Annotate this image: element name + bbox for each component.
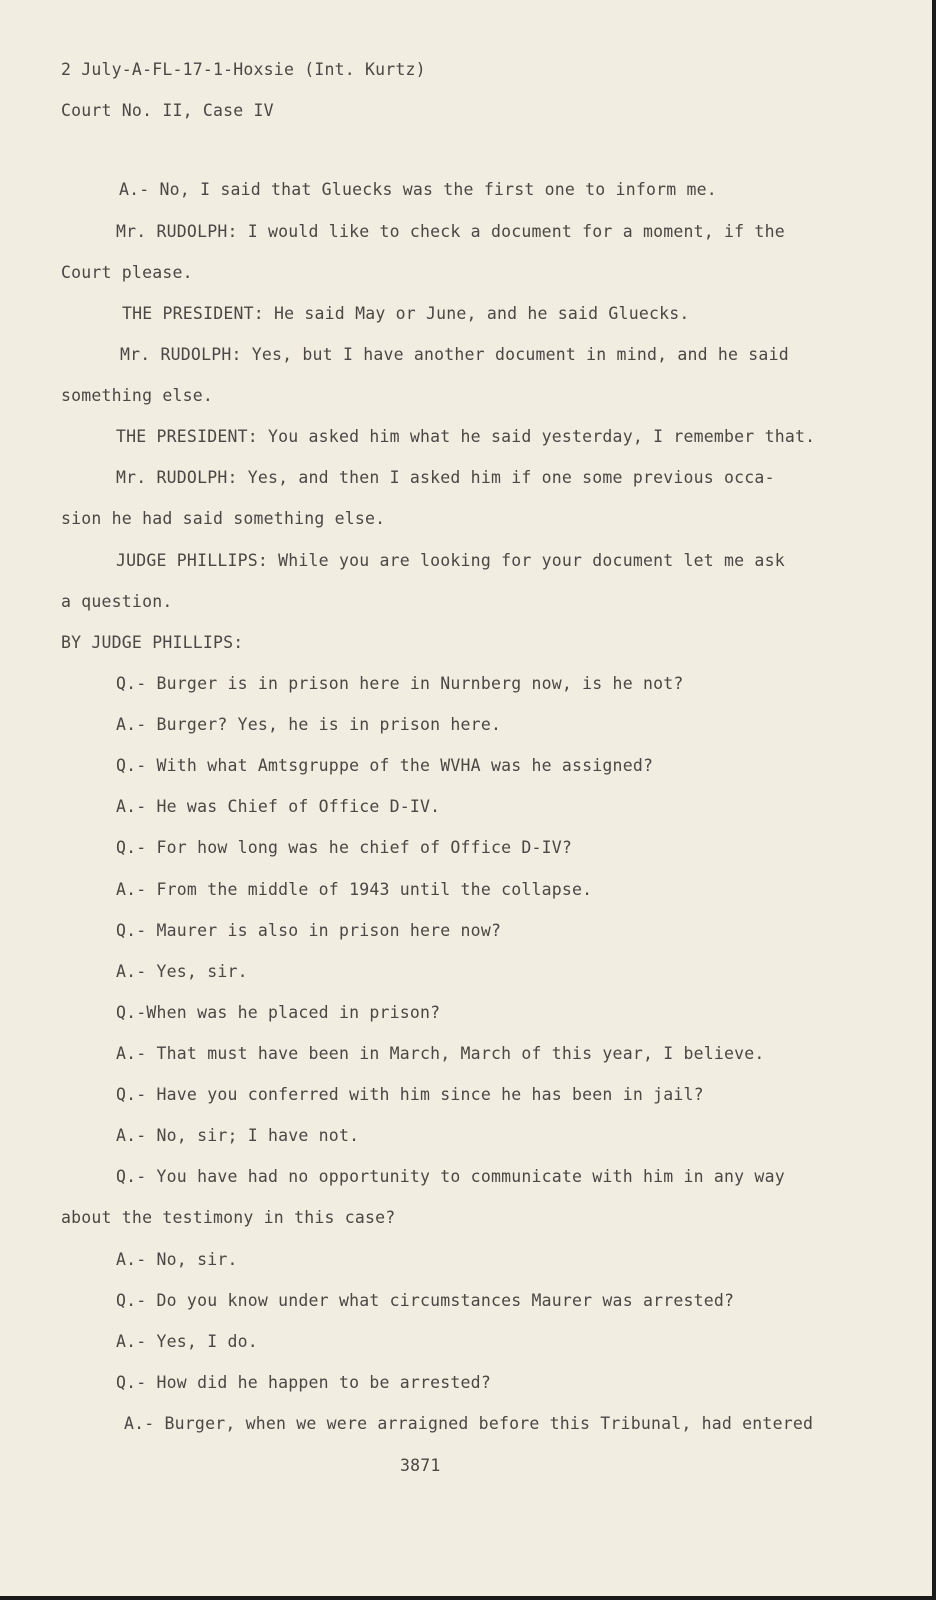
- transcript-line: A.- No, sir.: [116, 1250, 238, 1269]
- transcript-line: something else.: [61, 386, 214, 405]
- transcript-line: Q.- Burger is in prison here in Nurnberg now, is he not?: [116, 674, 684, 693]
- transcript-line: Q.- How did he happen to be arrested?: [116, 1373, 491, 1392]
- transcript-line: Q.- With what Amtsgruppe of the WVHA was he assigned?: [116, 756, 654, 775]
- transcript-line: Court please.: [61, 263, 193, 282]
- transcript-line: sion he had said something else.: [61, 509, 386, 528]
- transcript-line: Q.- Maurer is also in prison here now?: [116, 921, 502, 940]
- transcript-line: a question.: [61, 592, 173, 611]
- transcript-line: A.- Burger, when we were arraigned before this Tribunal, had entered: [124, 1414, 814, 1433]
- transcript-line: THE PRESIDENT: He said May or June, and he said Gluecks.: [122, 304, 690, 323]
- transcript-line: Q.- Have you conferred with him since he has been in jail?: [116, 1085, 704, 1104]
- transcript-line: Q.-When was he placed in prison?: [116, 1003, 441, 1022]
- transcript-line: A.- No, sir; I have not.: [116, 1126, 360, 1145]
- transcript-line: A.- Burger? Yes, he is in prison here.: [116, 715, 502, 734]
- transcript-line: A.- He was Chief of Office D-IV.: [116, 797, 441, 816]
- transcript-line: A.- From the middle of 1943 until the collapse.: [116, 880, 593, 899]
- transcript-line: Q.- Do you know under what circumstances Maurer was arrested?: [116, 1291, 735, 1310]
- header-line-2: Court No. II, Case IV: [61, 101, 274, 120]
- transcript-line: A.- No, I said that Gluecks was the first one to inform me.: [119, 180, 717, 199]
- transcript-line: A.- That must have been in March, March of this year, I believe.: [116, 1044, 765, 1063]
- transcript-line: Mr. RUDOLPH: Yes, and then I asked him if one some previous occa-: [116, 468, 775, 487]
- page-number: 3871: [400, 1456, 441, 1475]
- transcript-line: JUDGE PHILLIPS: While you are looking for your document let me ask: [116, 551, 785, 570]
- transcript-line: Q.- You have had no opportunity to communicate with him in any way: [116, 1167, 785, 1186]
- transcript-line: A.- Yes, sir.: [116, 962, 248, 981]
- transcript-line: A.- Yes, I do.: [116, 1332, 258, 1351]
- transcript-line: Mr. RUDOLPH: Yes, but I have another document in mind, and he said: [120, 345, 789, 364]
- transcript-line: about the testimony in this case?: [61, 1208, 396, 1227]
- transcript-line: BY JUDGE PHILLIPS:: [61, 633, 244, 652]
- header-line-1: 2 July-A-FL-17-1-Hoxsie (Int. Kurtz): [61, 60, 426, 79]
- transcript-line: THE PRESIDENT: You asked him what he said yesterday, I remember that.: [116, 427, 816, 446]
- transcript-line: Q.- For how long was he chief of Office D-IV?: [116, 838, 573, 857]
- transcript-line: Mr. RUDOLPH: I would like to check a document for a moment, if the: [116, 222, 785, 241]
